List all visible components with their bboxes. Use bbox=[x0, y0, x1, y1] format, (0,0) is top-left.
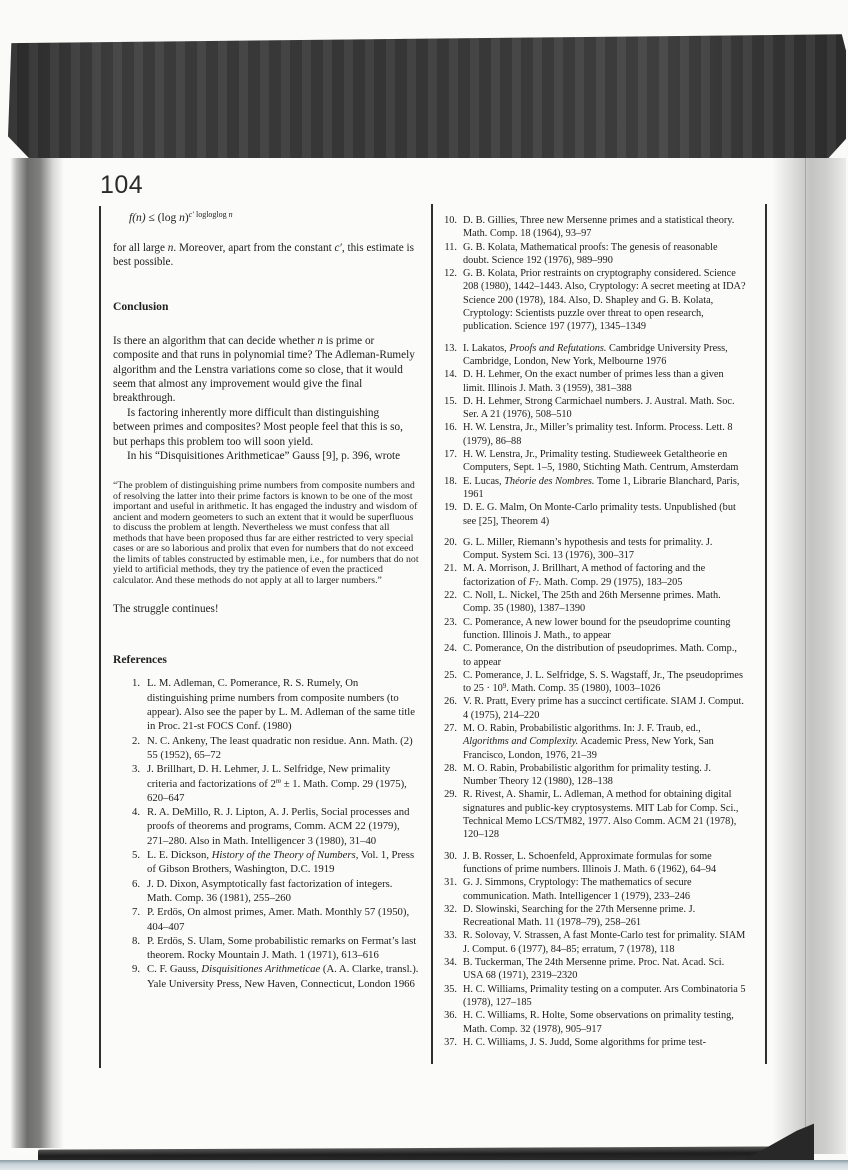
reference-item bbox=[113, 934, 419, 963]
reference-text: N. C. Ankeny, The least quadratic non residue. Ann. Math. (2) 55 (1952), 65–72 bbox=[147, 734, 413, 761]
right-column bbox=[440, 204, 746, 1049]
intro-paragraph: for all large n. Moreover, apart from the constant c′, this estimate is best possible. bbox=[113, 242, 414, 269]
reference-number: 10. bbox=[444, 215, 457, 226]
reference-number: 4. bbox=[131, 806, 140, 819]
column-rule-middle bbox=[431, 204, 433, 1064]
paragraph: In his “Disquisitiones Arithmeticae” Gauss [9], p. 396, wrote bbox=[127, 450, 401, 463]
reference-text: V. R. Pratt, Every prime has a succinct certificate. SIAM J. Comput. 4 (1975), 214–220 bbox=[463, 696, 744, 721]
reference-number: 21. bbox=[444, 563, 457, 575]
reference-text: C. Pomerance, A new lower bound for the pseudoprime counting function. Illinois J. Math., to appear bbox=[463, 616, 731, 641]
reference-item bbox=[440, 722, 746, 762]
gauss-quote: “The problem of distinguishing prime numbers from composite numbers and of resolving the latter into their prime factors is known to be one of the most important and useful in arithmetic. It has engaged the industry and wisdom of ancient and modern geometers to such an extent that it would be superfluous to discuss the problem at length. Nevertheless we must confess that all methods that have been proposed thus far are either restricted to very special cases or are so laborious and prolix that even for numbers that do not exceed the limits of tables constructed by estimable men, i.e., for numbers that do not yield to artificial methods, they try the patience of even the practiced calculator. And these methods do not apply at all to larger numbers.” bbox=[113, 480, 419, 586]
reference-item bbox=[440, 788, 746, 841]
reference-item bbox=[113, 905, 419, 934]
reference-number: 2. bbox=[131, 734, 140, 747]
reference-number: 27. bbox=[444, 722, 457, 734]
reference-item bbox=[440, 695, 746, 722]
page-gutter-shadow bbox=[10, 158, 64, 1148]
reference-text: D. B. Gillies, Three new Mersenne primes and a statistical theory. Math. Comp. 18 (1964), 93–97 bbox=[463, 215, 735, 240]
reference-number: 1. bbox=[131, 677, 140, 690]
reference-item bbox=[440, 241, 746, 268]
reference-item bbox=[440, 956, 746, 983]
reference-item bbox=[440, 536, 746, 563]
reference-number: 13. bbox=[444, 342, 457, 354]
scanner-bed-strip bbox=[0, 1160, 848, 1170]
reference-item bbox=[440, 342, 746, 369]
reference-text: C. Pomerance, On the distribution of pseudoprimes. Math. Comp., to appear bbox=[463, 643, 737, 668]
reference-item bbox=[440, 903, 746, 930]
reference-text: H. C. Williams, R. Holte, Some observations on primality testing, Math. Comp. 32 (1978), 905–917 bbox=[463, 1010, 734, 1035]
reference-number: 29. bbox=[444, 789, 457, 801]
reference-text: D. Slowinski, Searching for the 27th Mersenne prime. J. Recreational Math. 11 (1978–79), 258–261 bbox=[463, 903, 696, 929]
page-number: 104 bbox=[100, 171, 144, 199]
reference-number: 34. bbox=[444, 957, 457, 969]
reference-text: D. H. Lehmer, Strong Carmichael numbers. J. Austral. Math. Soc. Ser. A 21 (1976), 508–510 bbox=[463, 395, 735, 421]
reference-text: J. B. Rosser, L. Schoenfeld, Approximate formulas for some functions of prime numbers. Illinois J. Math. 6 (1962), 64–94 bbox=[463, 850, 717, 875]
reference-number: 20. bbox=[444, 536, 457, 548]
formula: f(n) ≤ (log n)$^{c'}$ $^{logloglog}$ $^n$ bbox=[129, 210, 233, 224]
reference-item bbox=[113, 676, 419, 733]
reference-item bbox=[440, 876, 746, 903]
reference-text: I. Lakatos, Proofs and Refutations. Cambridge University Press, Cambridge, London, New York, Melbourne 1976 bbox=[463, 342, 728, 367]
reference-number: 12. bbox=[444, 268, 457, 280]
reference-text: L. E. Dickson, History of the Theory of Numbers, Vol. 1, Press of Gibson Brothers, Washington, D.C. 1919 bbox=[147, 849, 415, 876]
struggle-line: The struggle continues! bbox=[113, 603, 219, 616]
reference-item bbox=[440, 1036, 746, 1049]
reference-text: B. Tuckerman, The 24th Mersenne prime. Proc. Nat. Acad. Sci. USA 68 (1971), 2319–2320 bbox=[463, 957, 725, 982]
reference-number: 16. bbox=[444, 422, 457, 434]
reference-item bbox=[440, 267, 746, 333]
reference-text: P. Erdös, S. Ulam, Some probabilistic remarks on Fermat’s last theorem. Rocky Mountain J. Math. 1 (1971), 613–616 bbox=[147, 934, 417, 962]
reference-number: 37. bbox=[444, 1036, 457, 1048]
reference-text: J. Brillhart, D. H. Lehmer, J. L. Selfridge, New primality criteria and factorizations of $2^m \pm 1$. Math. Comp. 29 (1975), 620–647 bbox=[147, 763, 407, 804]
reference-text: R. A. DeMillo, R. J. Lipton, A. J. Perlis, Social processes and proofs of theorems and programs, Comm. ACM 22 (1979), 271–280. Also in Math. Intelligencer 3 (1980), 31–40 bbox=[147, 806, 410, 847]
reference-item bbox=[440, 1009, 746, 1036]
reference-item bbox=[440, 475, 746, 502]
left-column bbox=[113, 204, 419, 991]
conclusion-paragraphs bbox=[113, 334, 419, 464]
reference-number: 6. bbox=[131, 877, 140, 890]
reference-item bbox=[440, 589, 746, 616]
reference-number: 33. bbox=[444, 930, 457, 942]
reference-item bbox=[113, 848, 419, 877]
reference-number: 31. bbox=[444, 877, 457, 889]
reference-text: P. Erdös, On almost primes, Amer. Math. Monthly 57 (1950), 404–407 bbox=[147, 906, 410, 933]
reference-text: C. F. Gauss, Disquisitiones Arithmeticae (A. A. Clarke, transl.). Yale University Press, New Haven, Connecticut, London 1966 bbox=[147, 963, 419, 990]
reference-item bbox=[440, 448, 746, 475]
reference-number: 24. bbox=[444, 643, 457, 655]
reference-number: 36. bbox=[444, 1010, 457, 1022]
reference-text: M. A. Morrison, J. Brillhart, A method of factoring and the factorization of $F_7$. Math. Comp. 29 (1975), 183–205 bbox=[463, 563, 706, 589]
reference-text: C. Noll, L. Nickel, The 25th and 26th Mersenne primes. Math. Comp. 35 (1980), 1387–1390 bbox=[463, 590, 721, 615]
reference-number: 19. bbox=[444, 502, 457, 514]
reference-text: D. H. Lehmer, On the exact number of primes less than a given limit. Illinois J. Math. 3 (1959), 381–388 bbox=[463, 369, 724, 394]
column-rule-right bbox=[765, 204, 767, 1064]
reference-number: 3. bbox=[131, 763, 140, 776]
reference-item bbox=[440, 642, 746, 669]
reference-text: G. J. Simmons, Cryptology: The mathematics of secure communication. Math. Intelligencer 1 (1979), 233–246 bbox=[463, 877, 692, 902]
reference-number: 22. bbox=[444, 590, 457, 602]
reference-number: 11. bbox=[444, 241, 457, 253]
reference-item bbox=[440, 616, 746, 643]
reference-item bbox=[440, 214, 746, 241]
references-heading: References bbox=[113, 653, 167, 667]
reference-number: 35. bbox=[444, 983, 457, 995]
reference-text: R. Solovay, V. Strassen, A fast Monte-Carlo test for primality. SIAM J. Comput. 6 (1977), 84–85; erratum, 7 (1978), 118 bbox=[463, 930, 746, 955]
reference-item bbox=[440, 421, 746, 448]
reference-number: 9. bbox=[131, 963, 140, 976]
reference-item bbox=[440, 562, 746, 589]
reference-text: M. O. Rabin, Probabilistic algorithms. In: J. F. Traub, ed., Algorithms and Complexity. Academic Press, New York, San Francisco, London, 1976, 21–39 bbox=[463, 722, 714, 761]
reference-text: G. B. Kolata, Prior restraints on cryptography considered. Science 208 (1980), 1442–1443. Also, Cryptology: A secret meeting at IDA? Science 200 (1978), 184. Also, D. Shapley and G. B. Kolata, Cryptology: Scientists puzzle over threat to open research, publication. Science 197 (1977), 1345–1349 bbox=[463, 268, 746, 333]
paragraph: Is factoring inherently more difficult than distinguishing between primes and composites? Most people feel that this is so, but perhaps this problem too will soon yield. bbox=[113, 406, 403, 448]
reference-text: J. D. Dixon, Asymptotically fast factorization of integers. Math. Comp. 36 (1981), 255–260 bbox=[147, 877, 393, 904]
reference-item bbox=[113, 962, 419, 991]
reference-text: C. Pomerance, J. L. Selfridge, S. S. Wagstaff, Jr., The pseudoprimes to $25 \cdot 10^9$. Math. Comp. 35 (1980), 1003–1026 bbox=[463, 669, 744, 695]
reference-item bbox=[440, 929, 746, 956]
references-list-right bbox=[440, 214, 746, 1049]
reference-text: E. Lucas, Théorie des Nombres. Tome 1, Librarie Blanchard, Paris, 1961 bbox=[463, 475, 740, 500]
reference-item bbox=[440, 669, 746, 696]
reference-text: H. W. Lenstra, Jr., Primality testing. Studieweek Getaltheorie en Computers, Sept. 1–5, 1980, Stichting Math. Centrum, Amsterdam bbox=[463, 449, 739, 474]
column-rule-left bbox=[99, 206, 101, 1068]
reference-text: G. L. Miller, Riemann’s hypothesis and tests for primality. J. Comput. System Sci. 13 (1976), 300–317 bbox=[463, 536, 713, 562]
page-edge-shadow bbox=[772, 158, 846, 1154]
reference-number: 32. bbox=[444, 903, 457, 915]
reference-number: 26. bbox=[444, 696, 457, 708]
reference-text: H. C. Williams, Primality testing on a computer. Ars Combinatoria 5 (1978), 127–185 bbox=[463, 983, 746, 1008]
reference-text: G. B. Kolata, Mathematical proofs: The genesis of reasonable doubt. Science 192 (1976), 989–990 bbox=[463, 241, 718, 266]
reference-text: L. M. Adleman, C. Pomerance, R. S. Rumely, On distinguishing prime numbers from composite numbers (to appear). Also see the paper by L. M. Adleman of the same title in Proc. 21-st FOCS Conf. (1980) bbox=[147, 677, 415, 733]
reference-item bbox=[440, 983, 746, 1010]
reference-item bbox=[113, 762, 419, 805]
reference-number: 18. bbox=[444, 475, 457, 487]
reference-item bbox=[113, 805, 419, 848]
reference-number: 7. bbox=[131, 906, 140, 919]
reference-text: H. W. Lenstra, Jr., Miller’s primality test. Inform. Process. Lett. 8 (1979), 86–88 bbox=[463, 422, 733, 447]
reference-item bbox=[440, 850, 746, 877]
reference-number: 8. bbox=[131, 934, 140, 947]
reference-text: H. C. Williams, J. S. Judd, Some algorithms for prime test- bbox=[463, 1036, 707, 1048]
reference-item bbox=[113, 734, 419, 763]
reference-item bbox=[113, 877, 419, 906]
reference-item bbox=[440, 368, 746, 395]
paragraph: Is there an algorithm that can decide whether n is prime or composite and that runs in polynomial time? The Adleman-Rumely algorithm and the Lenstra variations come so close, that it would seem that almost any improvement would give the final breakthrough. bbox=[113, 334, 415, 405]
reference-item bbox=[440, 501, 746, 528]
reference-item bbox=[440, 762, 746, 789]
reference-number: 28. bbox=[444, 762, 457, 774]
reference-text: D. E. G. Malm, On Monte-Carlo primality tests. Unpublished (but see [25], Theorem 4) bbox=[463, 502, 736, 527]
reference-text: M. O. Rabin, Probabilistic algorithm for primality testing. J. Number Theory 12 (1980), 128–138 bbox=[463, 762, 711, 788]
scan-artifact-top-band bbox=[8, 33, 846, 159]
reference-number: 17. bbox=[444, 449, 457, 461]
conclusion-heading: Conclusion bbox=[113, 299, 169, 313]
reference-text: R. Rivest, A. Shamir, L. Adleman, A method for obtaining digital signatures and public-key cryptosystems. MIT Lab for Comp. Sci., Technical Memo LCS/TM82, 1977. Also Comm. ACM 21 (1978), 120–128 bbox=[463, 789, 739, 841]
references-list-left bbox=[113, 676, 419, 991]
reference-number: 30. bbox=[444, 850, 457, 862]
reference-number: 25. bbox=[444, 669, 457, 681]
reference-number: 15. bbox=[444, 395, 457, 407]
reference-number: 5. bbox=[131, 849, 140, 862]
reference-number: 23. bbox=[444, 616, 457, 628]
reference-number: 14. bbox=[444, 369, 457, 381]
reference-item bbox=[440, 395, 746, 422]
